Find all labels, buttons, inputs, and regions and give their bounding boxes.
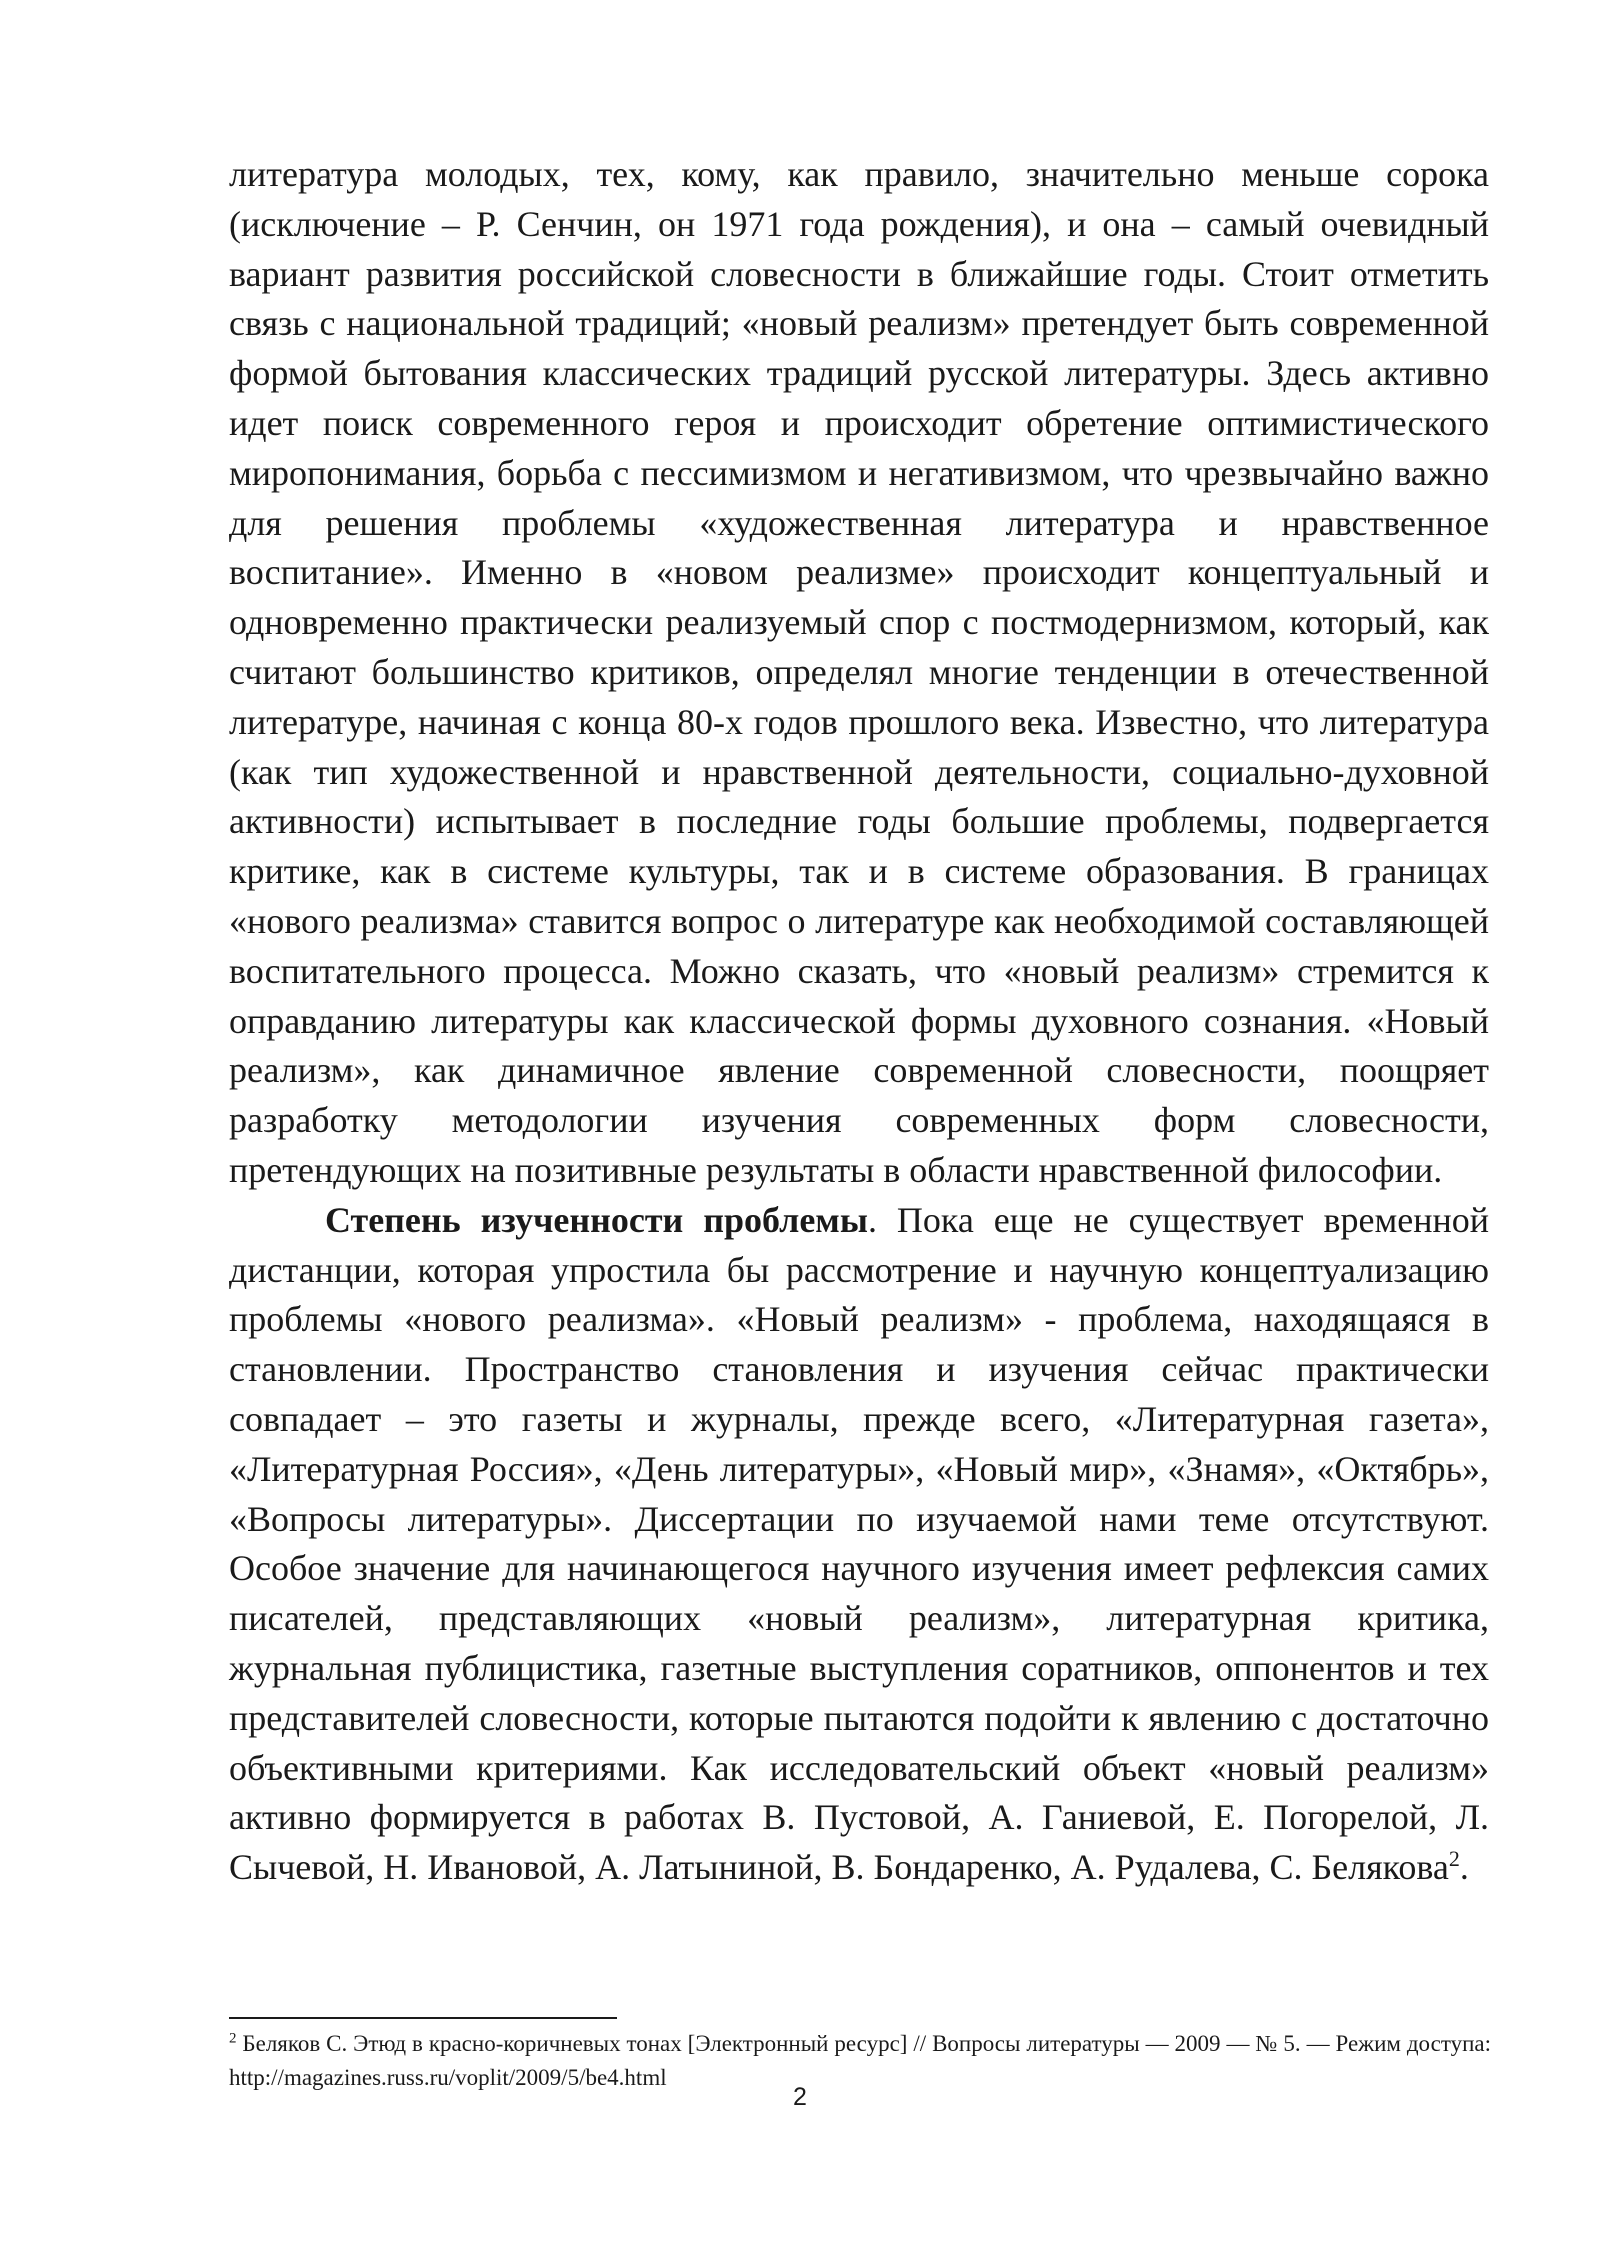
footnote-text: Беляков С. Этюд в красно-коричневых тонах [Электронный ресурс] // Вопросы литературы — 2009 — № 5. — Режим доступа: http://magazines.russ.ru/voplit/2009/5/be4.html [229, 2031, 1491, 2090]
footnote-reference[interactable]: 2 [1448, 1846, 1460, 1872]
paragraph-2-text: . Пока еще не существует временной дистанции, которая упростила бы рассмотрение и научную концептуализацию проблемы «нового реализма». «Новый реализм» - проблема, находящаяся в становлении. Пространство становления и изучения сейчас практически совпадает – это газеты и журналы, прежде всего, «Литературная газета», «Литературная Россия», «День литературы», «Новый мир», «Знамя», «Октябрь», «Вопросы литературы». Диссертации по изучаемой нами теме отсутствуют. Особое значение для начинающегося научного изучения имеет рефлексия самих писателей, представляющих «новый реализм», литературная критика, журнальная публицистика, газетные выступления соратников, оппонентов и тех представителей словесности, которые пытаются подойти к явлению с достаточно объективными критериями. Как исследовательский объект «новый реализм» активно формируется в работах В. Пустовой, А. Ганиевой, Е. Погорелой, Л. Сычевой, Н. Ивановой, А. Латыниной, В. Бондаренко, А. Рудалева, С. Белякова [229, 1199, 1489, 1888]
paragraph-2 [229, 1196, 1489, 1893]
footnote-separator [229, 2017, 617, 2019]
page-number: 2 [793, 2083, 807, 2111]
paragraph-1: литература молодых, тех, кому, как правило, значительно меньше сорока (исключение – Р. Сенчин, он 1971 года рождения), и она – самый очевидный вариант развития российской словесности в ближайшие годы. Стоит отметить связь с национальной традиций; «новый реализм» претендует быть современной формой бытования классических традиций русской литературы. Здесь активно идет поиск современного героя и происходит обретение оптимистического миропонимания, борьба с пессимизмом и негативизмом, что чрезвычайно важно для решения проблемы «художественная литература и нравственное воспитание». Именно в «новом реализме» происходит концептуальный и одновременно практически реализуемый спор с постмодернизмом, который, как считают большинство критиков, определял многие тенденции в отечественной литературе, начиная с конца 80-х годов прошлого века. Известно, что литература (как тип художественной и нравственной деятельности, социально-духовной активности) испытывает в последние годы большие проблемы, подвергается критике, как в системе культуры, так и в системе образования. В границах «нового реализма» ставится вопрос о литературе как необходимой составляющей воспитательного процесса. Можно сказать, что «новый реализм» стремится к оправданию литературы как классической формы духовного сознания. «Новый реализм», как динамичное явление современной словесности, поощряет разработку методологии изучения современных форм словесности, претендующих на позитивные результаты в области нравственной философии. [229, 154, 1489, 1190]
paragraph-2-end: . [1459, 1847, 1469, 1888]
body-text [229, 150, 1489, 1893]
section-heading: Степень изученности проблемы [325, 1199, 868, 1240]
footnote-number: 2 [229, 2030, 237, 2047]
